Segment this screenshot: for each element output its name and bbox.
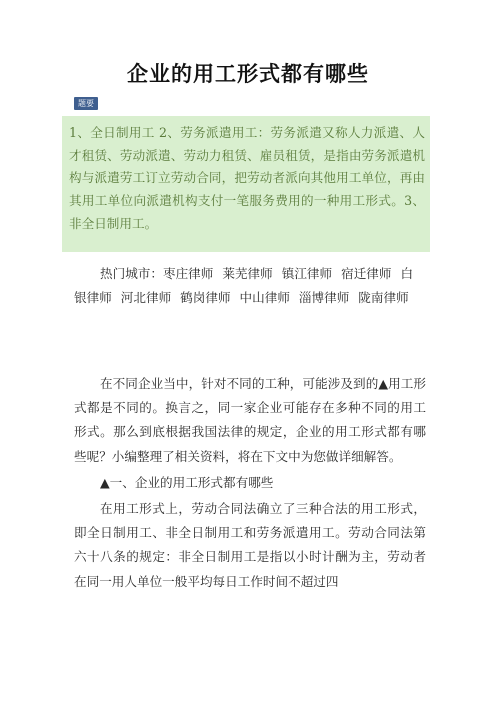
page-title: 企业的用工形式都有哪些 [127, 62, 369, 86]
body-paragraph: 在用工形式上，劳动合同法确立了三种合法的用工形式，即全日制用工、非全日制用工和劳务派遣用工。劳动合同法第六十八条的规定：非全日制用工是指以小时计酬为主，劳动者在同一用人单位一般平均每日工作时间不超过四 [74, 501, 426, 589]
city-link[interactable]: 宿迁律师 [341, 266, 392, 281]
city-link[interactable]: 白银律师 [74, 266, 414, 305]
article-body [74, 372, 426, 596]
city-link[interactable]: 陇南律师 [358, 290, 409, 305]
city-link[interactable]: 鹤岗律师 [180, 290, 231, 305]
summary-badge: 题要 [74, 97, 98, 110]
city-link[interactable]: 中山律师 [239, 290, 290, 305]
hot-cities-label: 热门城市： [100, 266, 163, 281]
city-link[interactable]: 枣庄律师 [162, 266, 214, 281]
city-link[interactable]: 镇江律师 [281, 266, 333, 281]
city-link[interactable]: 河北律师 [120, 290, 172, 305]
city-link[interactable]: 莱芜律师 [222, 266, 273, 281]
hot-cities [74, 262, 424, 310]
body-paragraph: 在不同企业当中，针对不同的工种，可能涉及到的▲用工形式都是不同的。换言之，同一家企业可能存在多种不同的用工形式。那么到底根据我国法律的规定，企业的用工形式都有哪些呢？小编整理了相关资料，将在下文中为您做详细解答。 [74, 376, 426, 464]
summary-box: 1、全日制用工 2、劳务派遣用工：劳务派遣又称人力派遣、人才租赁、劳动派遣、劳动力租赁、雇员租赁，是指由劳务派遣机构与派遣劳工订立劳动合同，把劳动者派向其他用工单位，再由其用工单位向派遣机构支付一笔服务费用的一种用工形式。3、非全日制用工。 [62, 116, 430, 252]
section-heading: ▲一、企业的用工形式都有哪些 [100, 474, 274, 490]
city-link[interactable]: 淄博律师 [298, 290, 350, 305]
